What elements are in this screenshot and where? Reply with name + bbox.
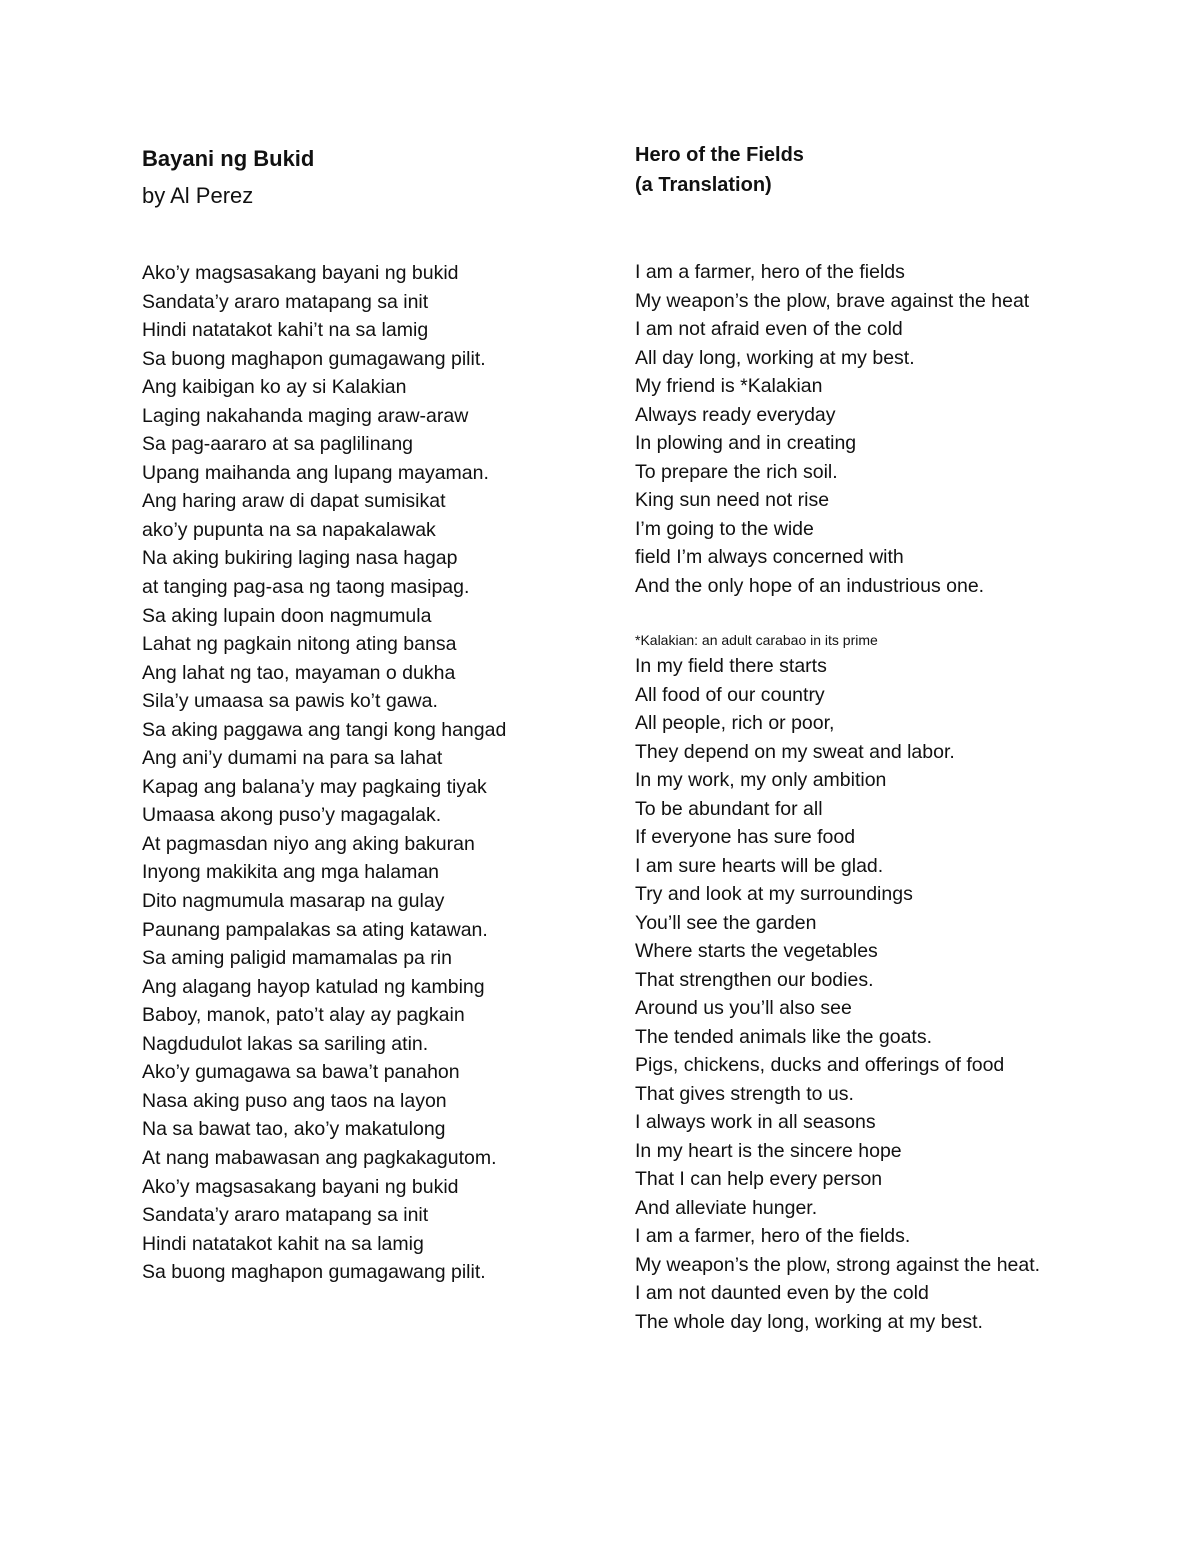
translation-line: You’ll see the garden: [635, 911, 817, 934]
poem-line: Umaasa akong puso’y magagalak.: [142, 804, 442, 827]
poem-line: At pagmasdan niyo ang aking bakuran: [142, 832, 475, 855]
translation-line: They depend on my sweat and labor.: [635, 740, 955, 763]
translation-line: The tended animals like the goats.: [635, 1025, 933, 1048]
translation-line: To prepare the rich soil.: [635, 460, 838, 483]
poem-line: Nagdudulot lakas sa sariling atin.: [142, 1032, 429, 1055]
poem-line: Sila’y umaasa sa pawis ko’t gawa.: [142, 690, 438, 713]
translation-line: My friend is *Kalakian: [635, 375, 823, 397]
poem-line: At nang mabawasan ang pagkakagutom.: [142, 1146, 497, 1169]
poem-line: Na aking bukiring laging nasa hagap: [142, 547, 458, 570]
poem-line: Nasa aking puso ang taos na layon: [142, 1089, 447, 1112]
translation-line: Where starts the vegetables: [635, 940, 878, 962]
translation-line: That I can help every person: [635, 1168, 883, 1190]
poem-line: Sandata’y araro matapang sa init: [142, 1204, 429, 1227]
poem-line: at tanging pag-asa ng taong masipag.: [142, 576, 470, 599]
poem-line: Sandata’y araro matapang sa init: [142, 290, 429, 313]
poem-lines: [142, 259, 582, 1287]
translation-line: The whole day long, working at my best.: [635, 1310, 983, 1333]
poem-line: Ang kaibigan ko ay si Kalakian: [142, 376, 407, 399]
poem-line: Ang lahat ng tao, mayaman o dukha: [142, 661, 456, 684]
translation-line: In my field there starts: [635, 655, 827, 677]
translation-line: Always ready everyday: [635, 403, 836, 426]
translation-subtitle: (a Translation): [635, 174, 772, 196]
poem-line: Sa buong maghapon gumagawang pilit.: [142, 347, 486, 370]
translation-line: That gives strength to us.: [635, 1082, 854, 1105]
poem-line: Sa aking paggawa ang tangi kong hangad: [142, 718, 507, 741]
poem-line: Hindi natatakot kahi’t na sa lamig: [142, 319, 429, 342]
translation-line: My weapon’s the plow, brave against the heat: [635, 289, 1030, 312]
translation-footnote: *Kalakian: an adult carabao in its prime: [635, 632, 878, 648]
poem-title: Bayani ng Bukid: [142, 146, 315, 171]
translation-line: That strengthen our bodies.: [635, 968, 874, 991]
poem-line: Ang haring araw di dapat sumisikat: [142, 490, 446, 513]
translation-line: If everyone has sure food: [635, 826, 856, 848]
translation-line: I am not daunted even by the cold: [635, 1282, 929, 1304]
poem-line: Ako’y magsasakang bayani ng bukid: [142, 262, 459, 284]
poem-line: Sa buong maghapon gumagawang pilit.: [142, 1261, 486, 1284]
poem-line: Sa aming paligid mamamalas pa rin: [142, 947, 452, 970]
translation-line: I am a farmer, hero of the fields: [635, 261, 905, 283]
poem-byline: by Al Perez: [142, 183, 254, 208]
translation-line: field I’m always concerned with: [635, 546, 904, 568]
poem-line: Ako’y gumagawa sa bawa’t panahon: [142, 1061, 460, 1084]
poem-line: Paunang pampalakas sa ating katawan.: [142, 918, 488, 941]
translation-lines-part2: [635, 652, 1065, 1336]
translation-line: I am not afraid even of the cold: [635, 318, 903, 340]
translation-line: King sun need not rise: [635, 489, 830, 511]
translation-line: My weapon’s the plow, strong against the heat.: [635, 1253, 1041, 1276]
translation-line: To be abundant for all: [635, 797, 823, 820]
translation-line: All food of our country: [635, 683, 825, 706]
translation-line: In plowing and in creating: [635, 432, 857, 454]
translation-lines-part1: [635, 258, 1065, 600]
translation-line: I am sure hearts will be glad.: [635, 854, 884, 877]
poem-line: Na sa bawat tao, ako’y makatulong: [142, 1118, 446, 1141]
poem-line: Hindi natatakot kahit na sa lamig: [142, 1232, 424, 1255]
poem-line: ako’y pupunta na sa napakalawak: [142, 518, 436, 541]
poem-line: Sa aking lupain doon nagmumula: [142, 604, 432, 627]
poem-line: Laging nakahanda maging araw-araw: [142, 404, 469, 427]
translation-line: In my heart is the sincere hope: [635, 1139, 902, 1162]
translation-line: In my work, my only ambition: [635, 769, 887, 791]
translation-line: I’m going to the wide: [635, 517, 814, 540]
poem-line: Baboy, manok, pato’t alay ay pagkain: [142, 1004, 465, 1027]
poem-line: Ang ani’y dumami na para sa lahat: [142, 747, 443, 770]
poem-line: Ako’y magsasakang bayani ng bukid: [142, 1175, 459, 1198]
poem-line: Kapag ang balana’y may pagkaing tiyak: [142, 775, 487, 798]
translation-line: And the only hope of an industrious one.: [635, 574, 985, 597]
poem-line: Ang alagang hayop katulad ng kambing: [142, 975, 485, 998]
translation-line: I am a farmer, hero of the fields.: [635, 1225, 911, 1247]
translation-line: I always work in all seasons: [635, 1111, 876, 1133]
translation-title: Hero of the Fields: [635, 144, 804, 166]
translation-line: All day long, working at my best.: [635, 346, 915, 369]
translation-line: Try and look at my surroundings: [635, 883, 913, 905]
poem-line: Upang maihanda ang lupang mayaman.: [142, 461, 489, 484]
poem-line: Dito nagmumula masarap na gulay: [142, 890, 445, 913]
poem-line: Sa pag-aararo at sa paglilinang: [142, 433, 414, 456]
translation-line: All people, rich or poor,: [635, 712, 835, 734]
translation-line: And alleviate hunger.: [635, 1196, 818, 1219]
translation-line: Pigs, chickens, ducks and offerings of food: [635, 1054, 1005, 1076]
poem-line: Lahat ng pagkain nitong ating bansa: [142, 633, 457, 656]
poem-line: Inyong makikita ang mga halaman: [142, 861, 440, 884]
translation-line: Around us you’ll also see: [635, 997, 852, 1019]
